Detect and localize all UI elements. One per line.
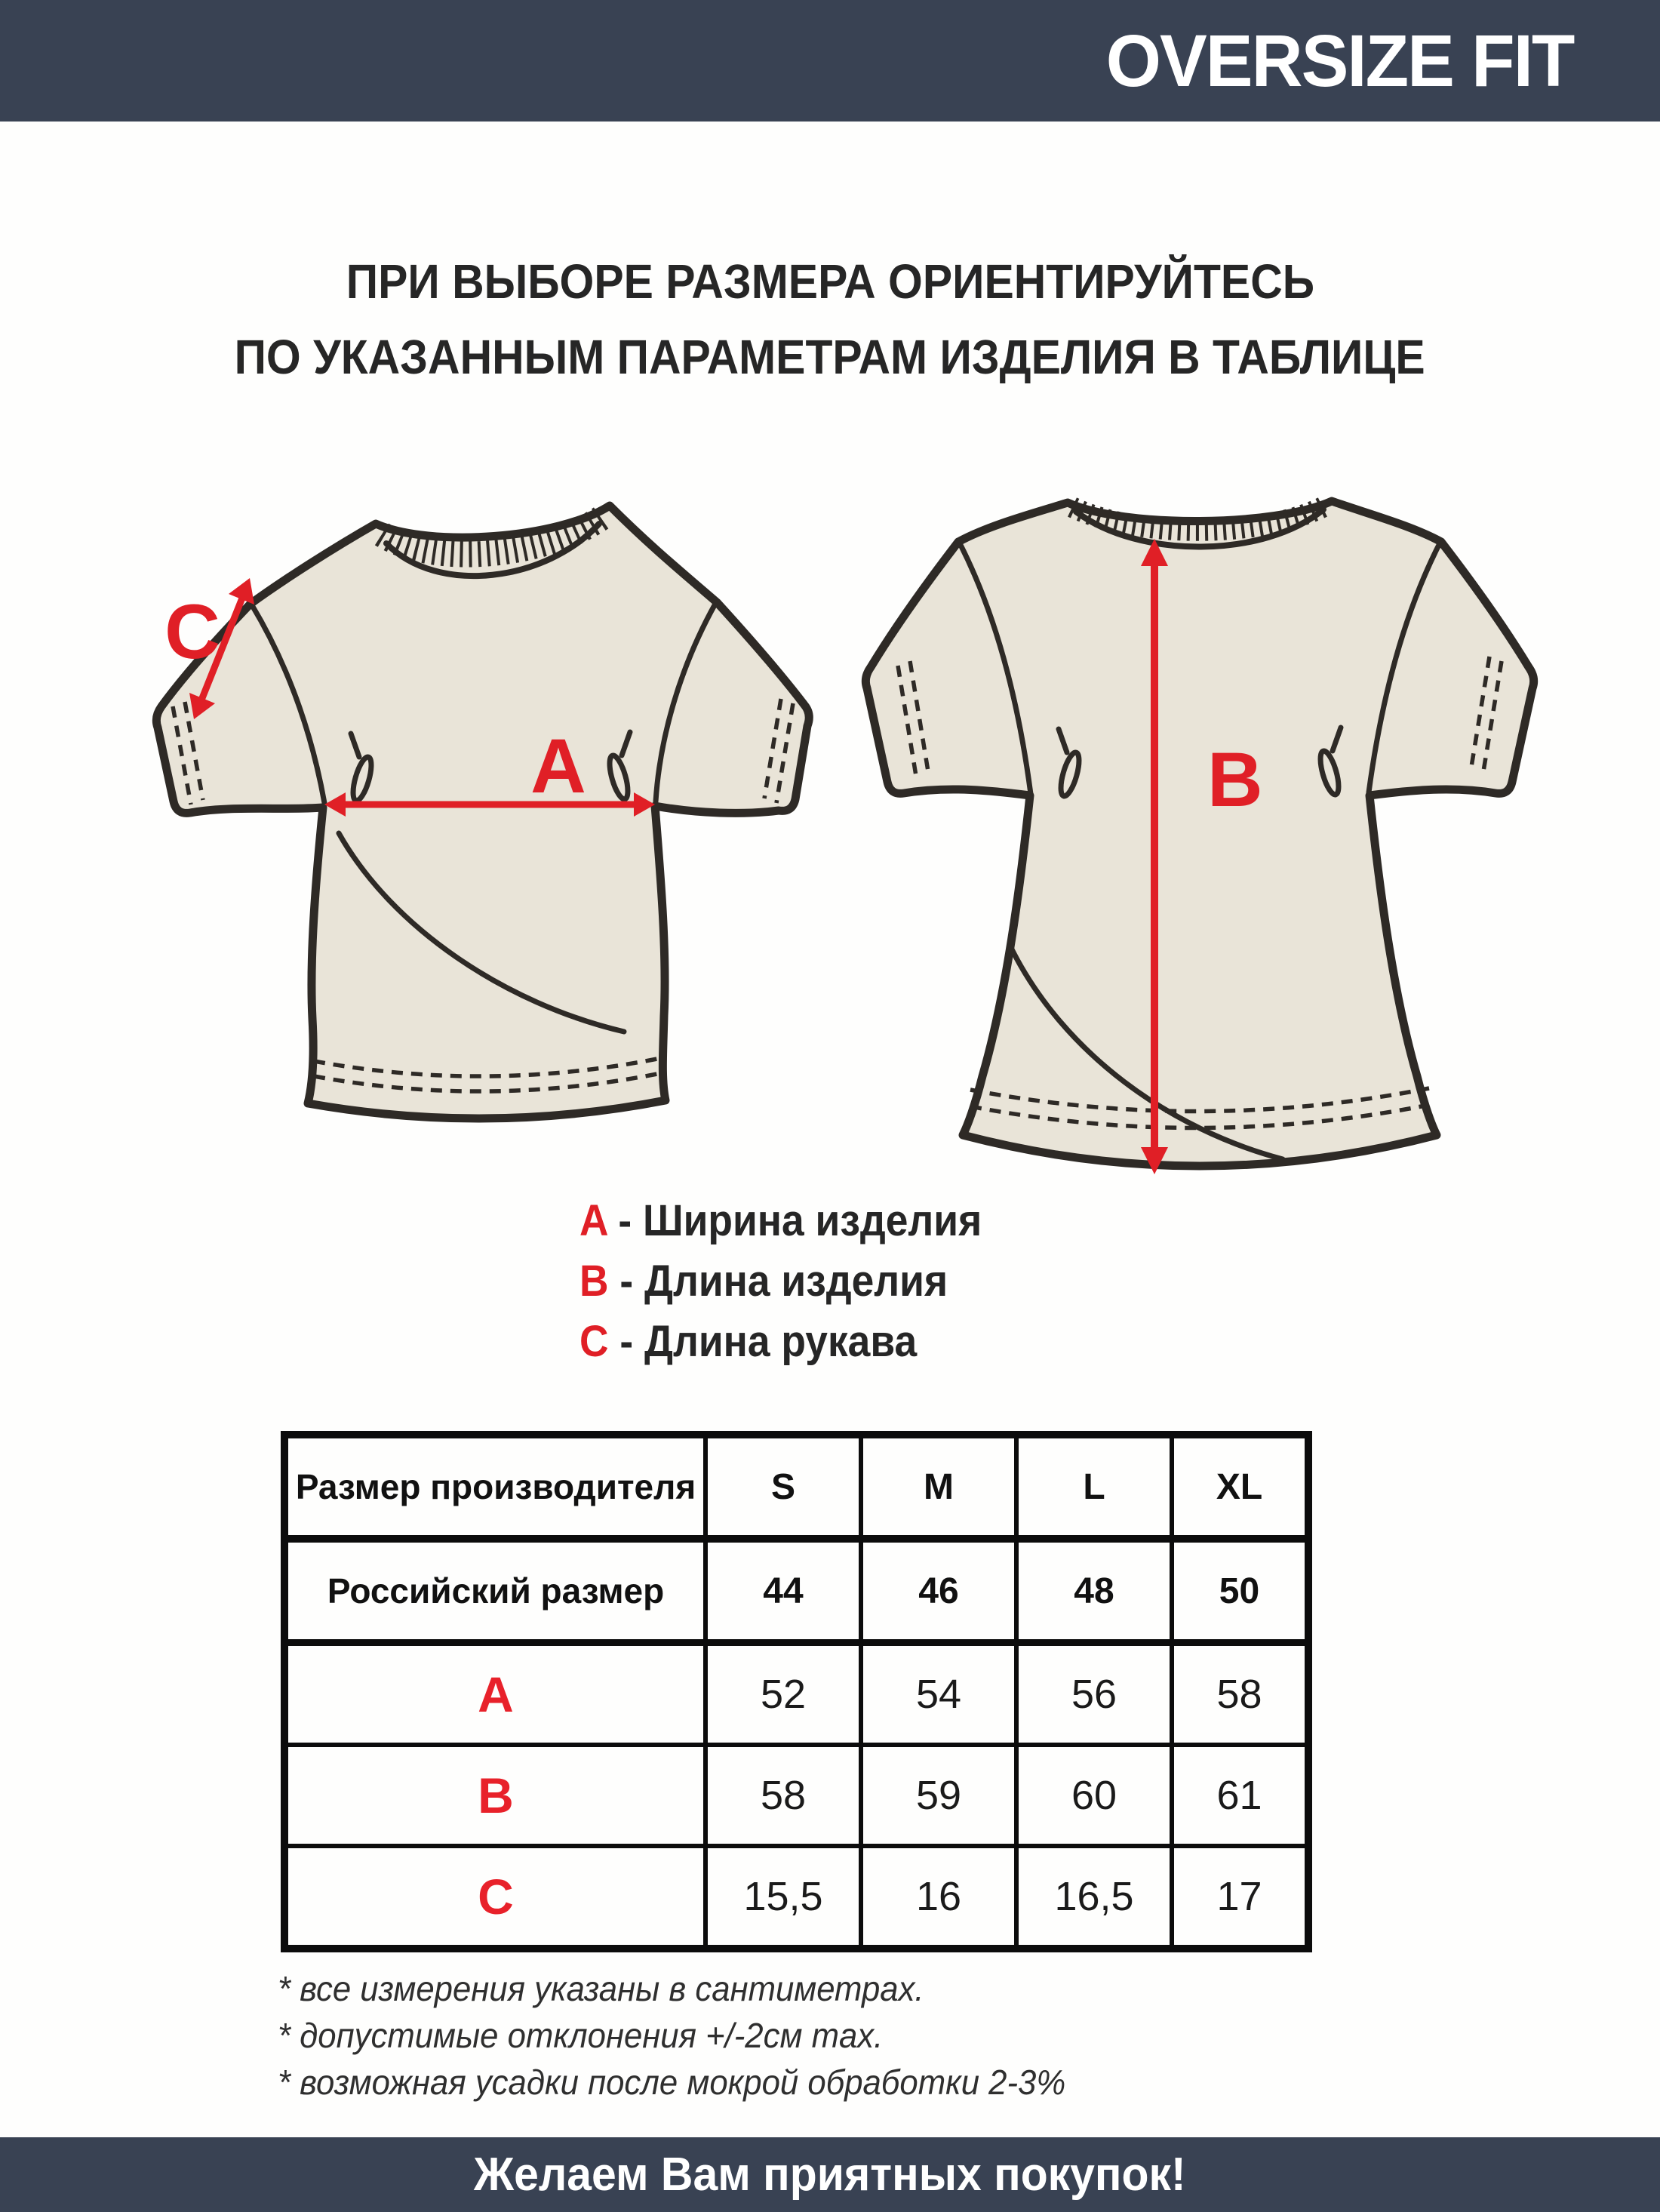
header-size-l: L [1016, 1435, 1172, 1539]
front-shirt-outline [156, 506, 809, 1118]
page-heading [0, 251, 1660, 401]
table-cell: 58 [706, 1745, 861, 1846]
row-label-c: C [284, 1846, 706, 1949]
table-cell: 48 [1016, 1539, 1172, 1643]
label-c: C [164, 589, 220, 675]
measurement-legend [579, 1191, 1017, 1372]
table-cell: 50 [1172, 1539, 1308, 1643]
footnote-1: * все измерения указаны в сантиметрах. [278, 1969, 924, 2008]
table-cell: 60 [1016, 1745, 1172, 1846]
table-cell: 52 [706, 1643, 861, 1746]
table-cell: 17 [1172, 1846, 1308, 1949]
table-cell: 44 [706, 1539, 861, 1643]
footnotes [278, 1965, 1107, 2106]
table-row-b [284, 1745, 1308, 1846]
header-size-s: S [706, 1435, 861, 1539]
oversize-fit-title: OVERSIZE FIT [1105, 19, 1574, 102]
legend-item-b: B - Длина изделия [579, 1257, 948, 1306]
legend-letter-b: B [579, 1257, 609, 1306]
table-row-c [284, 1846, 1308, 1949]
label-a: A [530, 723, 586, 809]
bottom-banner [0, 2137, 1660, 2212]
header-manufacturer-size: Размер производителя [284, 1435, 706, 1539]
table-cell: 56 [1016, 1643, 1172, 1746]
table-row-russian-size [284, 1539, 1308, 1643]
table-cell: 58 [1172, 1643, 1308, 1746]
legend-letter-c: C [579, 1317, 609, 1366]
table-cell: 16 [861, 1846, 1016, 1949]
table-cell: 46 [861, 1539, 1016, 1643]
legend-item-c: C - Длина рукава [579, 1317, 918, 1366]
heading-line-1: ПРИ ВЫБОРЕ РАЗМЕРА ОРИЕНТИРУЙТЕСЬ [346, 254, 1314, 309]
row-label-a: A [284, 1643, 706, 1746]
footnote-3: * возможная усадки после мокрой обработки 2-3% [278, 2063, 1066, 2102]
header-size-xl: XL [1172, 1435, 1308, 1539]
header-size-m: M [861, 1435, 1016, 1539]
back-shirt-outline [865, 501, 1533, 1166]
table-cell: 59 [861, 1745, 1016, 1846]
label-b: B [1207, 737, 1263, 823]
heading-line-2: ПО УКАЗАННЫМ ПАРАМЕТРАМ ИЗДЕЛИЯ В ТАБЛИЦЕ [234, 330, 1426, 384]
back-shirt-diagram [853, 480, 1577, 1189]
legend-item-a: A - Ширина изделия [579, 1196, 982, 1245]
size-table [281, 1431, 1312, 1952]
row-label-russian: Российский размер [284, 1539, 706, 1643]
table-cell: 54 [861, 1643, 1016, 1746]
table-cell: 61 [1172, 1745, 1308, 1846]
row-label-b: B [284, 1745, 706, 1846]
table-cell: 16,5 [1016, 1846, 1172, 1949]
table-header-row [284, 1435, 1308, 1539]
table-cell: 15,5 [706, 1846, 861, 1949]
legend-letter-a: A [579, 1196, 607, 1245]
bottom-banner-text: Желаем Вам приятных покупок! [474, 2149, 1186, 2201]
table-row-a [284, 1643, 1308, 1746]
top-banner [0, 0, 1660, 122]
front-shirt-diagram [136, 475, 830, 1147]
footnote-2: * допустимые отклонения +/-2см max. [278, 2016, 884, 2055]
